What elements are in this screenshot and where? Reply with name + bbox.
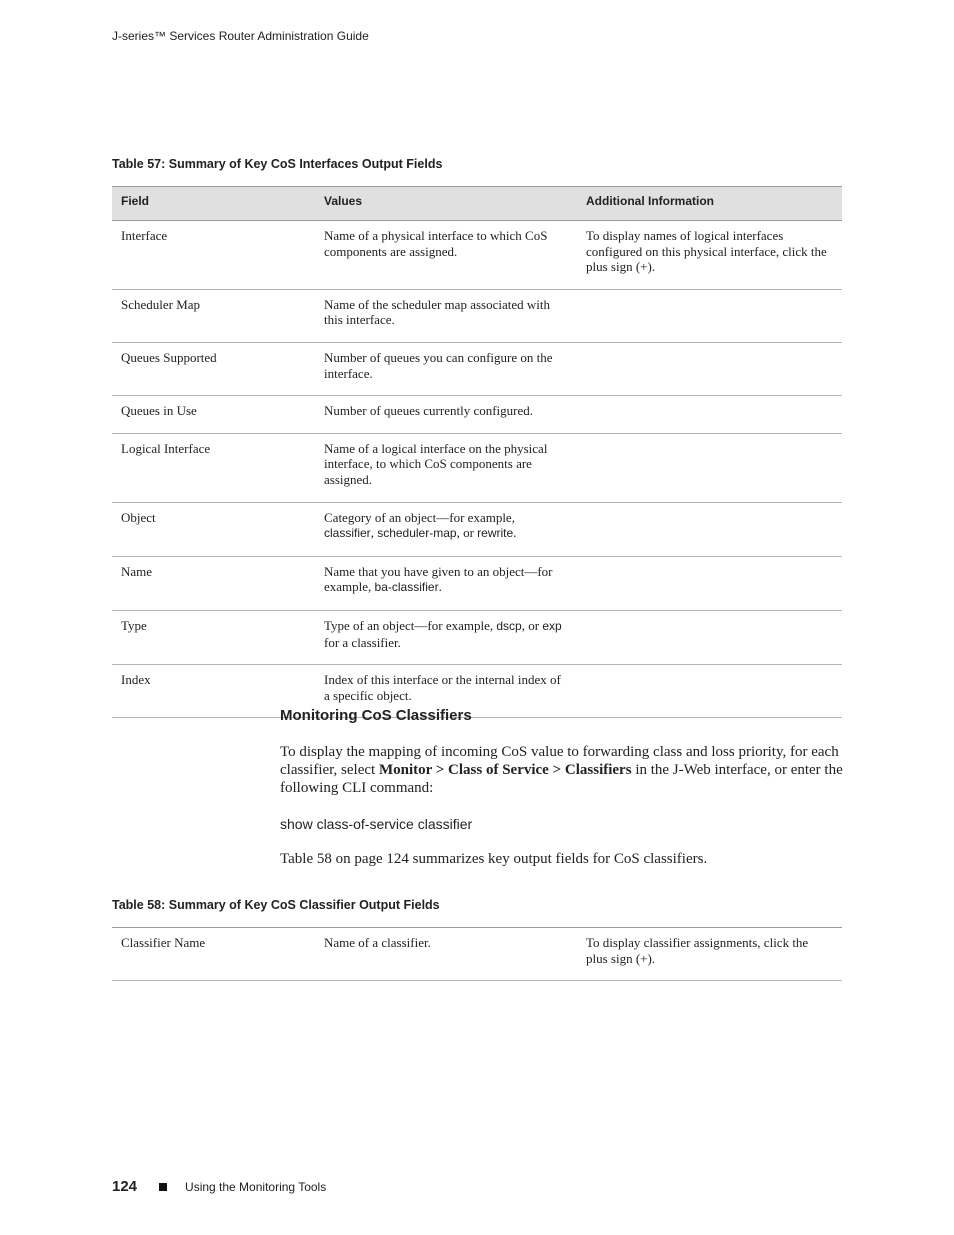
values-text: Name that you have given to an object—for example,	[324, 563, 553, 595]
table-row	[112, 665, 842, 718]
info-cell	[577, 502, 842, 556]
code-term: ba-classifier	[374, 580, 439, 595]
values-cell	[315, 610, 577, 664]
table-row	[112, 433, 842, 502]
running-header: J-series™ Services Router Administration Guide	[112, 29, 369, 43]
cli-command: show class-of-service classifier	[280, 816, 473, 832]
values-cell: Name of a physical interface to which CoS components are assigned.	[324, 228, 548, 259]
info-cell	[577, 556, 842, 610]
page-footer	[112, 1178, 326, 1195]
table-57	[112, 186, 842, 718]
values-cell: Number of queues currently configured.	[324, 403, 534, 419]
values-text: Type of an object—for example,	[324, 617, 497, 633]
info-cell	[577, 289, 842, 342]
code-term: scheduler-map	[377, 526, 457, 541]
values-text: Category of an object—for example,	[324, 509, 515, 525]
values-cell	[315, 502, 577, 556]
table-reference-paragraph: Table 58 on page 124 summarizes key output fields for CoS classifiers.	[280, 851, 708, 867]
code-term: exp	[542, 618, 562, 633]
field-cell: Queues Supported	[121, 349, 217, 365]
intro-paragraph	[280, 743, 845, 797]
table-57-caption: Table 57: Summary of Key CoS Interfaces Output Fields	[112, 157, 443, 171]
table-row	[112, 342, 842, 395]
table-row	[112, 289, 842, 342]
table-row	[112, 928, 842, 981]
code-term: dscp	[496, 618, 522, 633]
info-cell	[577, 342, 842, 395]
table-header-row	[112, 187, 842, 221]
values-cell: Index of this interface or the internal index of a specific object.	[324, 672, 561, 703]
field-cell: Logical Interface	[121, 440, 211, 456]
values-text: .	[513, 525, 517, 541]
paragraph-text: To display the mapping of incoming CoS value to forwarding class and loss priority, for each classifier, select	[280, 744, 839, 778]
table-58	[112, 927, 842, 981]
values-cell: Number of queues you can configure on the interface.	[324, 349, 553, 381]
info-cell	[577, 433, 842, 502]
values-cell	[315, 556, 577, 610]
table-row	[112, 221, 842, 290]
field-cell: Object	[121, 509, 156, 525]
table-row	[112, 556, 842, 610]
info-cell	[577, 610, 842, 664]
section-heading: Monitoring CoS Classifiers	[280, 707, 472, 724]
field-cell: Index	[121, 672, 151, 688]
column-header-values: Values	[315, 187, 577, 221]
square-bullet-icon	[159, 1183, 167, 1191]
values-text: , or	[521, 617, 543, 633]
field-cell: Classifier Name	[121, 935, 206, 950]
paragraph-text: in the J-Web interface, or enter the following CLI command:	[280, 762, 843, 796]
values-text: for a classifier.	[324, 634, 401, 650]
values-text: , or	[456, 525, 478, 541]
table-row	[112, 610, 842, 664]
field-cell: Name	[121, 563, 153, 579]
info-cell: To display classifier assignments, click the plus sign (+).	[586, 935, 809, 966]
field-cell: Scheduler Map	[121, 296, 201, 312]
values-text: .	[438, 579, 442, 595]
field-cell: Interface	[121, 228, 168, 243]
table-row	[112, 396, 842, 434]
column-header-field: Field	[112, 187, 315, 221]
info-cell: To display names of logical interfaces configured on this physical interface, click the plus sign (+).	[586, 228, 827, 275]
table-row	[112, 502, 842, 556]
values-cell: Name of the scheduler map associated with this interface.	[324, 296, 550, 328]
footer-section-title: Using the Monitoring Tools	[185, 1179, 327, 1194]
page-number: 124	[112, 1178, 138, 1195]
column-header-additional-information: Additional Information	[577, 187, 842, 221]
menu-path: Monitor > Class of Service > Classifiers	[378, 762, 632, 778]
field-cell: Type	[121, 617, 147, 633]
table-58-caption: Table 58: Summary of Key CoS Classifier Output Fields	[112, 898, 440, 912]
info-cell	[577, 665, 842, 718]
info-cell	[577, 396, 842, 434]
code-term: classifier	[324, 526, 371, 541]
values-cell: Name of a logical interface on the physical interface, to which CoS components are assigned.	[324, 440, 548, 487]
code-term: rewrite	[477, 526, 514, 541]
values-cell: Name of a classifier.	[324, 935, 431, 950]
field-cell: Queues in Use	[121, 403, 197, 419]
values-text: ,	[370, 525, 378, 541]
